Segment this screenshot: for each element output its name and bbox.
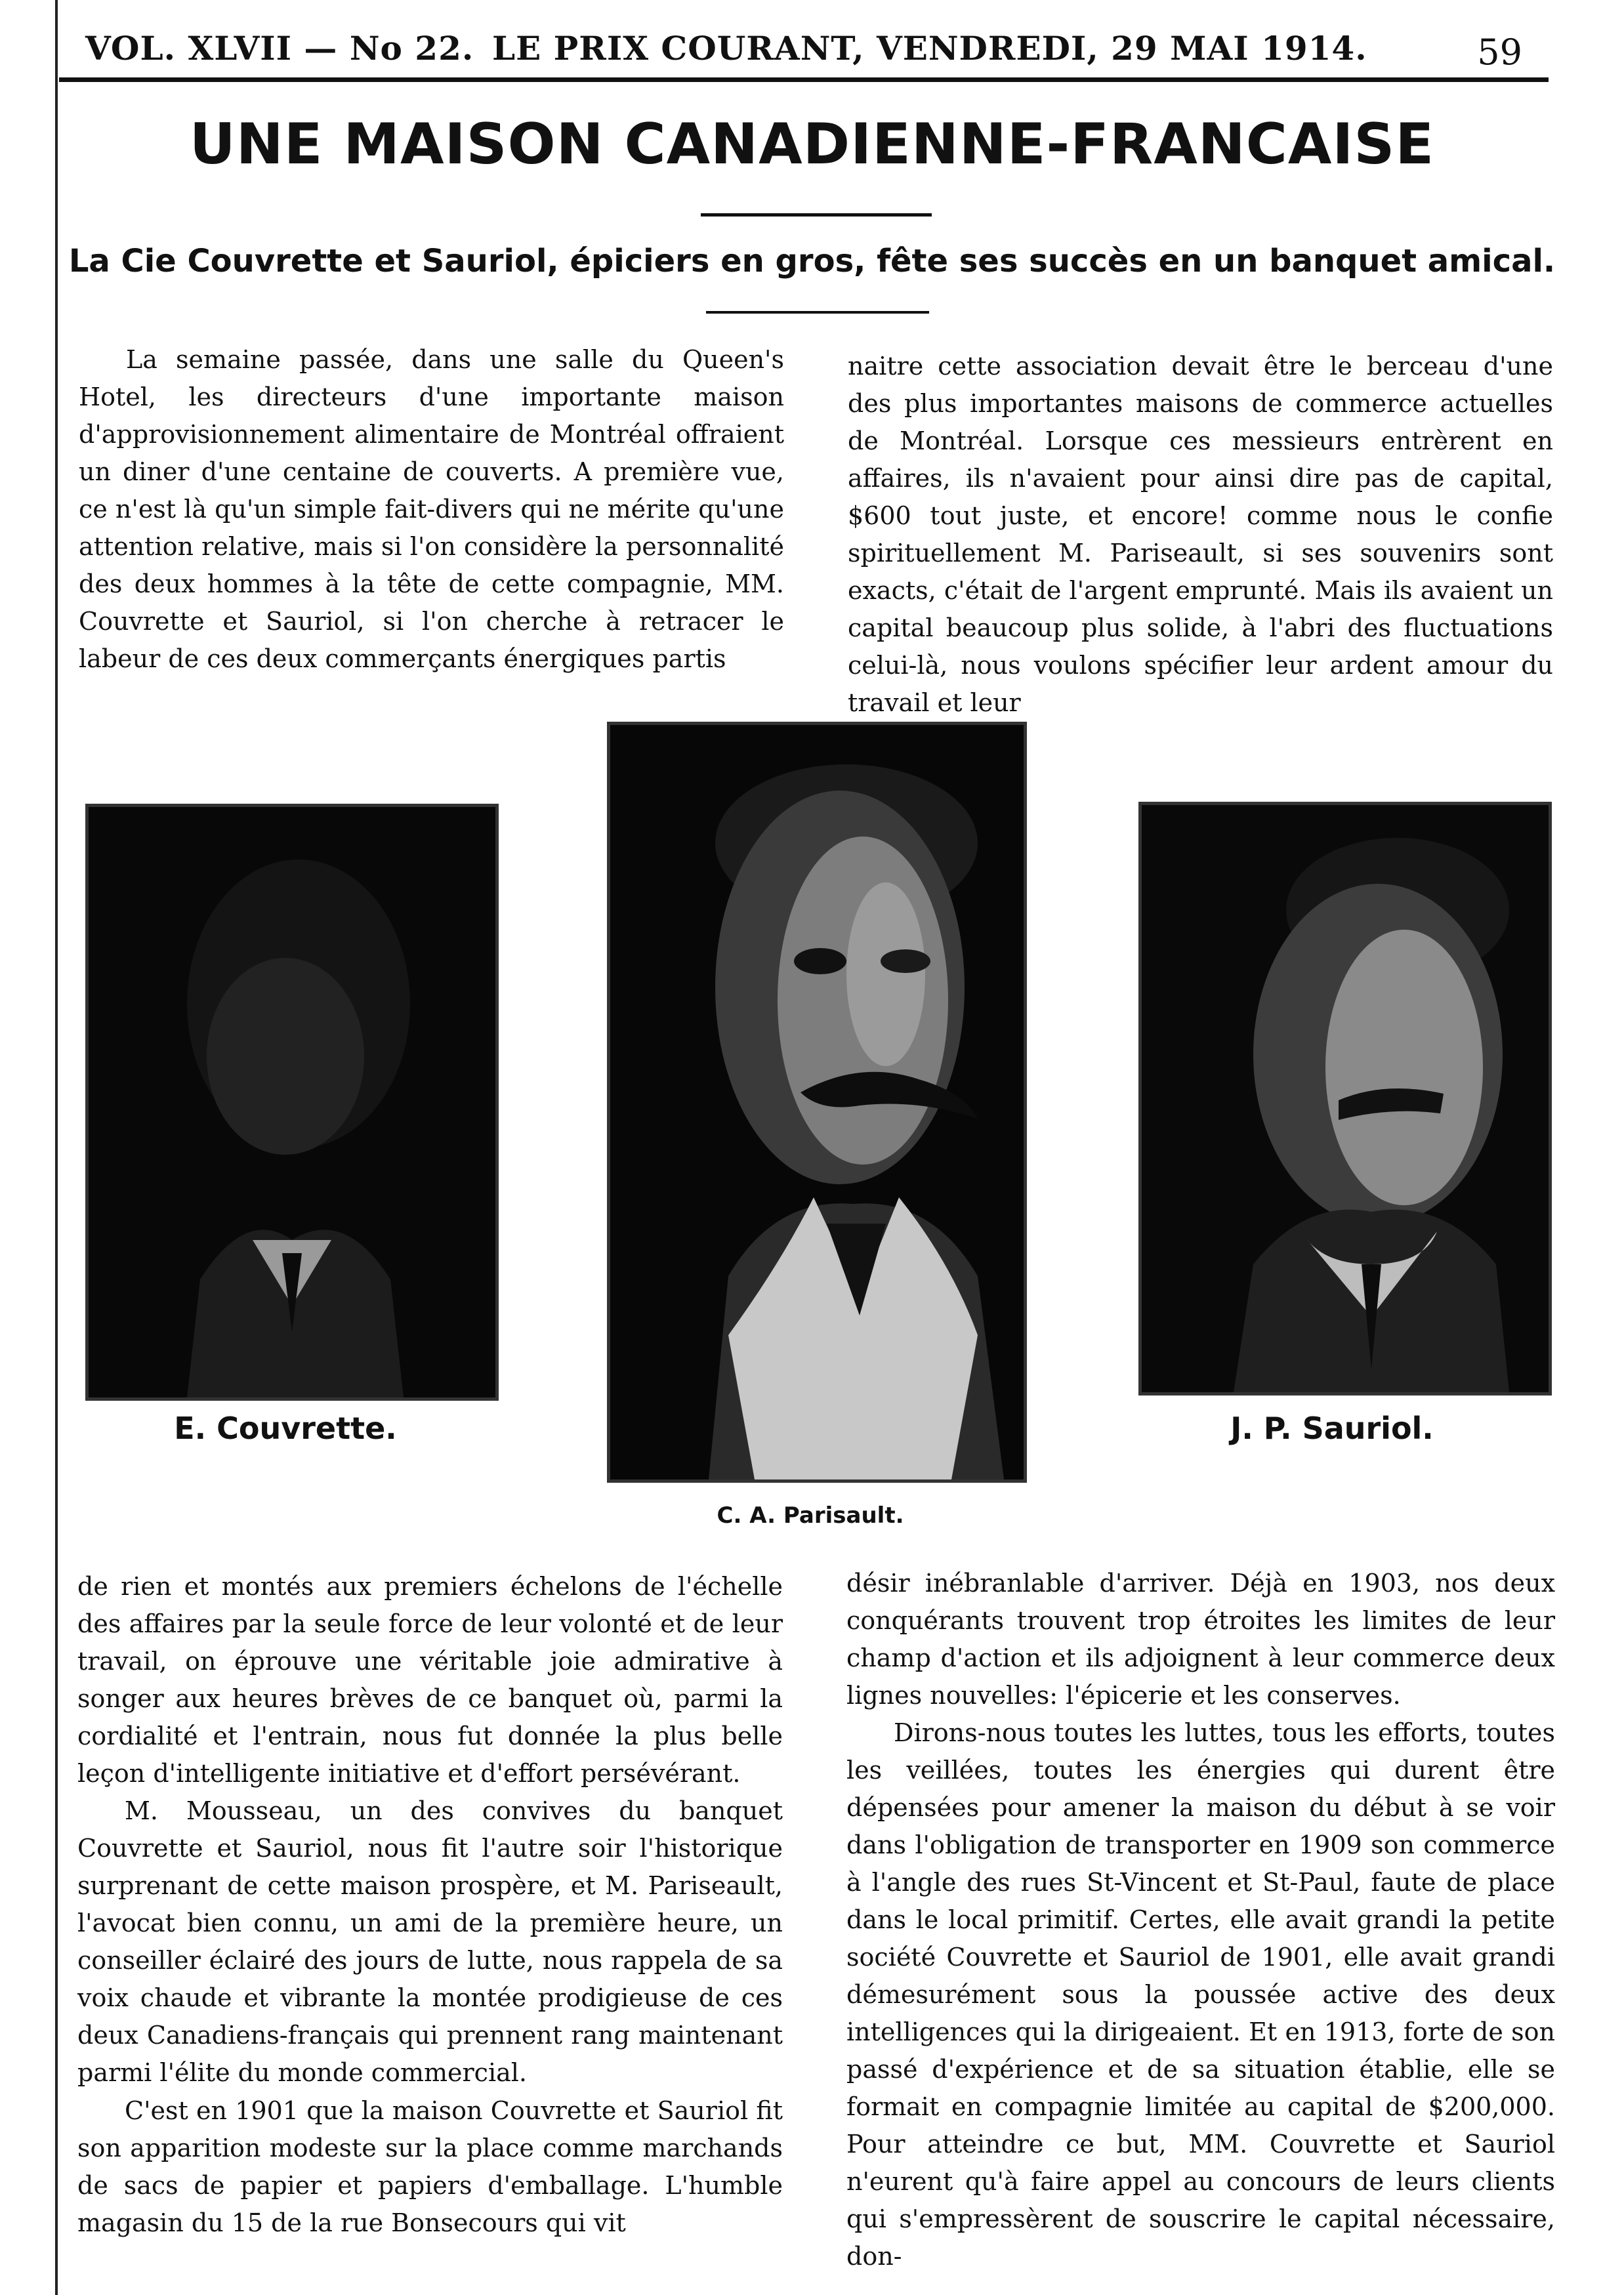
subheading-divider xyxy=(706,311,929,314)
top-right-paragraph: naitre cette association devait être le berceau d'une des plus importantes maisons de commerce actuelles de Montréal. Lorsque ces messieurs entrèrent en affaires, ils n'avaient pour ainsi dire pas de capital, $600 tout juste, et encore! comme nous le confie spirituellement M. Pariseault, si ses souvenirs sont exacts, c'était de l'argent emprunté. Mais ils avaient un capital beaucoup plus solide, à l'abri des fluctuations celui-là, nous voulons spécifier leur ardent amour du travail et leur xyxy=(848,352,1553,717)
bottom-right-paragraph-2: Dirons-nous toutes les luttes, tous les efforts, toutes les veillées, toutes les énergies qui durent être dépensées pour amener la maison du début à se voir dans l'obligation de transporter en 1909 son commerce à l'angle des rues St-Vincent et St-Paul, faute de place dans le local primitif. Certes, elle avait grandi la petite société Couvrette et Sauriol de 1901, elle avait grandi démesurément sous la poussée active des deux intelligences qui la dirigeaient. Et en 1913, forte de son passé d'expérience et de sa situation établie, elle se formait en compagnie limitée au capital de $200,000. Pour atteindre ce but, MM. Couvrette et Sauriol n'eurent qu'à faire appel au concours de leurs clients qui s'empressèrent de souscrire le capital nécessaire, don- xyxy=(846,1718,1555,2271)
top-left-paragraph: La semaine passée, dans une salle du Queen's Hotel, les directeurs d'une importante maison d'approvisionnement alimentaire de Montréal offraient un diner d'une centaine de couverts. A première vue, ce n'est là qu'un simple fait-divers qui ne mérite qu'une attention relative, mais si l'on considère la personnalité des deux hommes à la tête de cette compagnie, MM. Couvrette et Sauriol, si l'on cherche à retracer le labeur de ces deux commerçants énergiques partis xyxy=(79,345,784,673)
publication-date: LE PRIX COURANT, VENDREDI, 29 MAI 1914. xyxy=(492,29,1367,68)
bottom-left-paragraph-1: de rien et montés aux premiers échelons de l'échelle des affaires par la seule force de leur volonté et de leur travail, on éprouve une véritable joie admirative à songer aux heures brèves de ce banquet où, parmi la cordialité et l'entrain, nous fut donnée la plus belle leçon d'intelligente initiative et d'effort persévérant. xyxy=(77,1572,783,1788)
caption-sauriol: J. P. Sauriol. xyxy=(1230,1411,1434,1446)
bottom-right-paragraph-1: désir inébranlable d'arriver. Déjà en 1903, nos deux conquérants trouvent trop étroites les limites de leur champ d'action et ils adjoignent à leur commerce deux lignes nouvelles: l'épicerie et les conserves. xyxy=(846,1569,1555,1710)
page-number: 59 xyxy=(1477,31,1522,73)
running-header xyxy=(79,20,1555,72)
header-rule xyxy=(59,77,1549,82)
headline-divider xyxy=(701,213,932,217)
caption-parisault: C. A. Parisault. xyxy=(717,1502,904,1529)
portrait-parisault xyxy=(607,722,1027,1483)
portrait-parisault-image xyxy=(610,725,1024,1479)
bottom-left-paragraph-2: M. Mousseau, un des convives du banquet Couvrette et Sauriol, nous fit l'autre soir l'historique surprenant de cette maison prospère, et M. Pariseault, l'avocat bien connu, un ami de la première heure, un conseiller éclairé des jours de lutte, nous rappela de sa voix chaude et vibrante la montée prodigieuse de ces deux Canadiens-français qui prennent rang maintenant parmi l'élite du monde commercial. xyxy=(77,1796,783,2087)
portrait-couvrette-image xyxy=(89,807,495,1397)
article-subheading: La Cie Couvrette et Sauriol, épiciers en gros, fête ses succès en un banquet amical. xyxy=(68,243,1556,279)
page-margin-rule xyxy=(55,0,58,2295)
caption-couvrette: E. Couvrette. xyxy=(174,1411,397,1446)
portrait-sauriol-image xyxy=(1142,805,1549,1392)
article-headline: UNE MAISON CANADIENNE-FRANCAISE xyxy=(189,112,1435,177)
portrait-sauriol xyxy=(1138,802,1552,1396)
portrait-couvrette xyxy=(85,804,499,1401)
volume-issue: VOL. XLVII — No 22. xyxy=(85,29,474,68)
bottom-left-paragraph-3: C'est en 1901 que la maison Couvrette et Sauriol fit son apparition modeste sur la place comme marchands de sacs de papier et papiers d'emballage. L'humble magasin du 15 de la rue Bonsecours qui vit xyxy=(77,2096,783,2237)
